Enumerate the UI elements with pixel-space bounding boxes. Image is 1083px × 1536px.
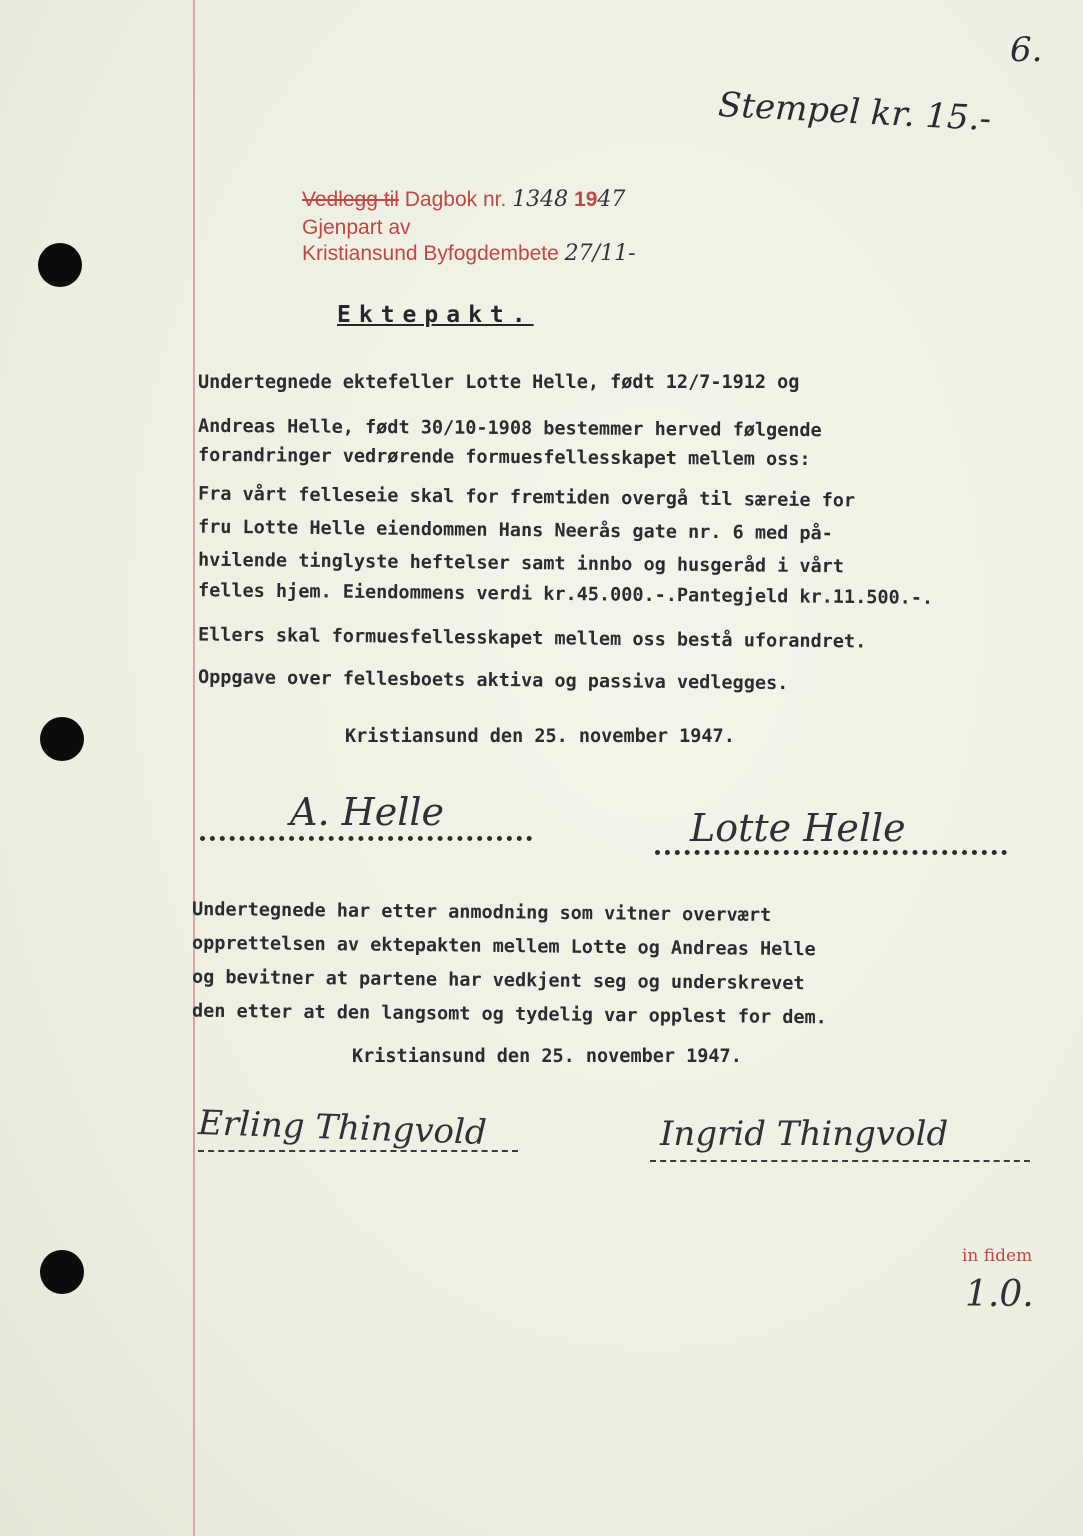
body-line: Ellers skal formuesfellesskapet mellem oss bestå uforandret. xyxy=(197,624,867,653)
signature-lotte: Lotte Helle xyxy=(690,806,906,850)
body-line: Undertegnede ektefeller Lotte Helle, født 12/7-1912 og xyxy=(198,372,800,393)
body-line: Fra vårt felleseie skal for fremtiden overgå til særeie for xyxy=(197,483,856,512)
signature-dashed-line xyxy=(198,1150,518,1152)
stamp-journal-number: 1348 xyxy=(512,187,569,212)
signature-erling: Erling Thingvold xyxy=(197,1102,488,1154)
stamp-year-prefix: 19 xyxy=(574,188,598,211)
margin-line xyxy=(193,0,195,1536)
body-line: Andreas Helle, født 30/10-1908 bestemmer herved følgende xyxy=(197,415,822,442)
witness-line: Undertegnede har etter anmodning som vitner overvært xyxy=(191,898,772,927)
stamp-copy-label: Gjenpart av xyxy=(302,216,411,239)
stamp-duty-note: Stempel kr. 15.- xyxy=(717,84,993,140)
stamp-journal-label: Dagbok nr. xyxy=(404,188,507,211)
document-title: Ektepakt. xyxy=(337,302,534,328)
punch-hole-middle xyxy=(40,717,84,761)
body-line: Oppgave over fellesboets aktiva og passiva vedlegges. xyxy=(197,666,789,695)
footer-value: 1.0. xyxy=(965,1274,1034,1315)
witness-line: den etter at den langsomt og tydelig var opplest for dem. xyxy=(191,1000,827,1029)
punch-hole-top xyxy=(38,243,82,287)
signature-dashed-line xyxy=(650,1160,1030,1162)
place-date-1: Kristiansund den 25. november 1947. xyxy=(345,726,735,747)
witness-line: og bevitner at partene har vedkjent seg og underskrevet xyxy=(191,966,805,995)
signature-dotted-line xyxy=(655,850,1007,855)
body-line: felles hjem. Eiendommens verdi kr.45.000.-.Pantegjeld kr.11.500.-. xyxy=(197,580,934,609)
place-date-2: Kristiansund den 25. november 1947. xyxy=(352,1046,742,1067)
footer-label: in fidem xyxy=(962,1246,1033,1266)
signature-ingrid: Ingrid Thingvold xyxy=(660,1114,949,1154)
signature-dotted-line xyxy=(200,836,532,841)
body-line: fru Lotte Helle eiendommen Hans Neerås gate nr. 6 med på- xyxy=(197,516,833,545)
stamp-date-note: 27/11- xyxy=(564,241,636,266)
stamp-office-name: Kristiansund Byfogdembete xyxy=(302,242,559,265)
punch-hole-bottom xyxy=(40,1250,84,1294)
signature-andreas: A. Helle xyxy=(290,790,445,834)
stamp-year-suffix: 47 xyxy=(597,187,626,212)
stamp-struck-label: Vedlegg til xyxy=(302,188,399,211)
page-number: 6. xyxy=(1010,30,1043,70)
witness-line: opprettelsen av ektepakten mellem Lotte og Andreas Helle xyxy=(191,932,816,961)
body-line: hvilende tinglyste heftelser samt innbo og husgeråd i vårt xyxy=(197,549,845,578)
body-line: forandringer vedrørende formuesfellesskapet mellem oss: xyxy=(197,444,811,471)
